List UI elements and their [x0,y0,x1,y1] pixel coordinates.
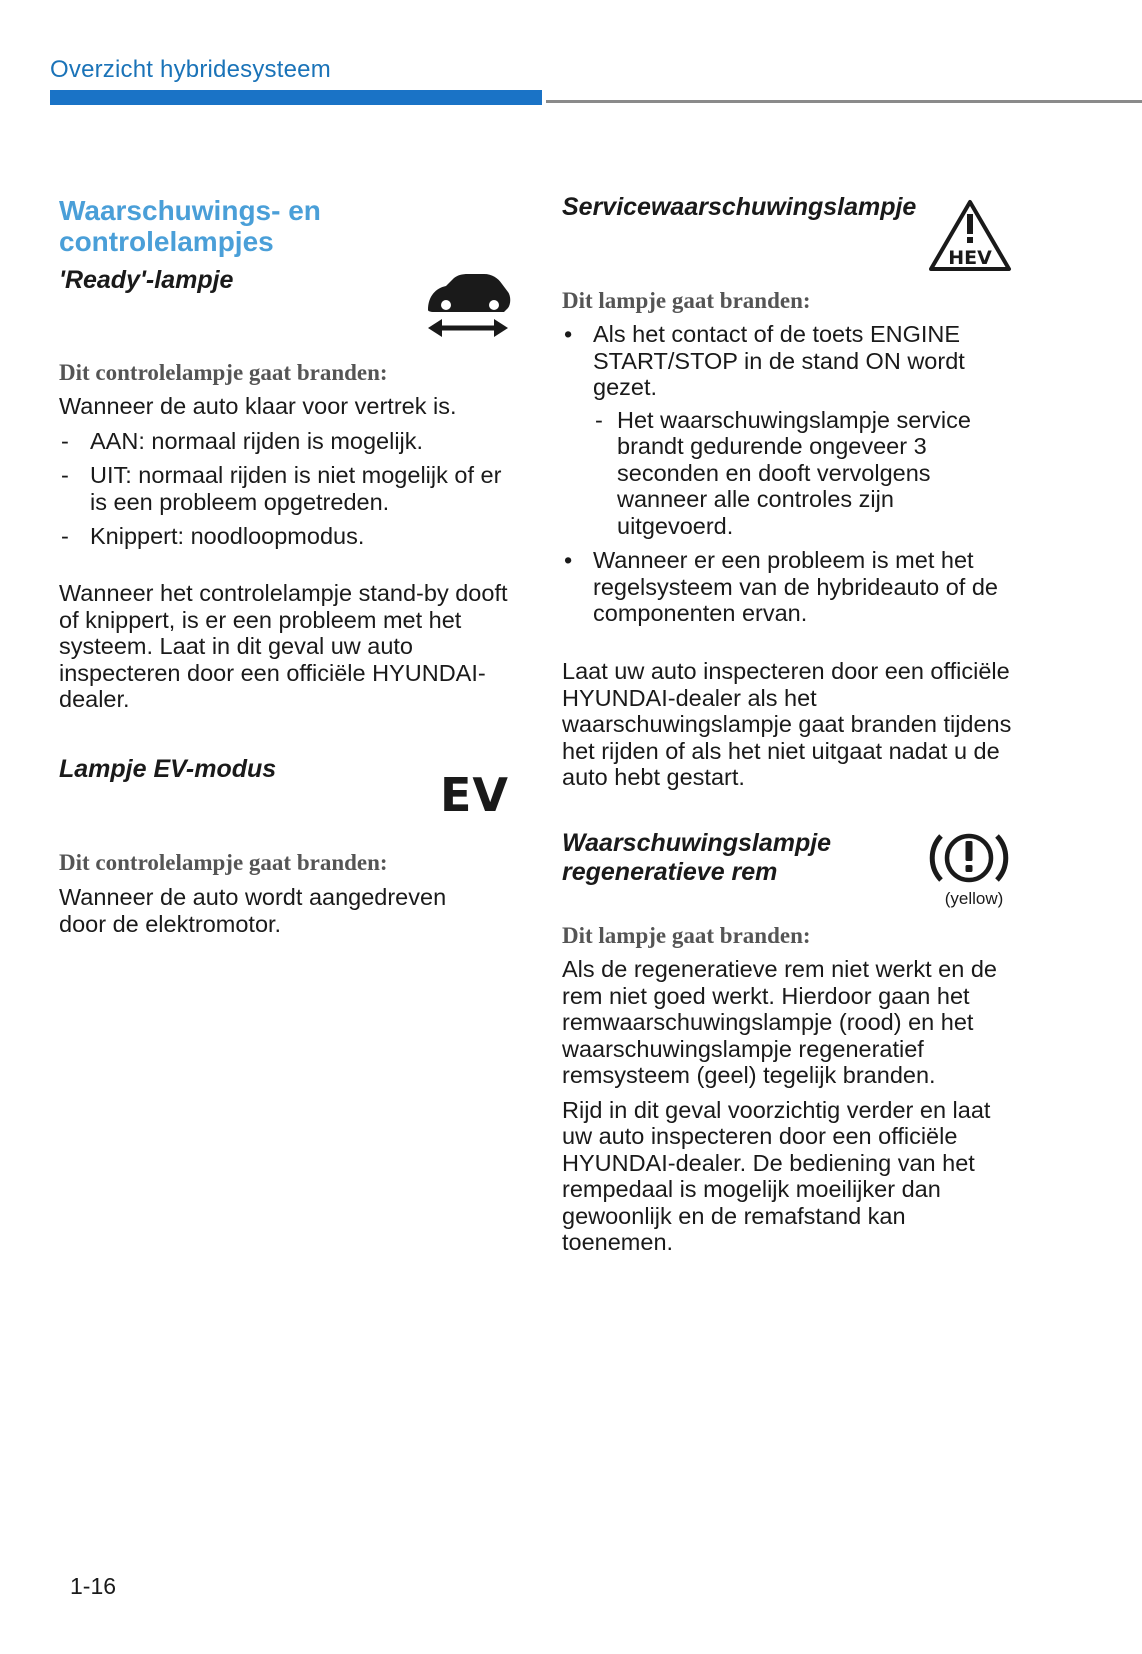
list-item: - Het waarschuwingslampje service brandt gedurende ongeveer 3 seconden en dooft vervolgens wanneer alle controles zijn uitgevoerd. [593,407,1012,540]
ready-lamp-body [59,393,519,558]
service-lamp-heading: Dit lampje gaat branden: [562,288,811,313]
ready-lamp-states [59,428,519,550]
regen-brake-paragraph-1: Als de regeneratieve rem niet werkt en de rem niet goed werkt. Hierdoor gaan het remwaarschuwingslampje (rood) en het waarschuwingslampje regeneratief remsysteem (geel) tegelijk branden. [562,956,997,1088]
ev-lamp-subtitle: Lampje EV-modus [59,755,277,783]
list-item: • Wanneer er een probleem is met het regelsysteem van de hybrideauto of de componenten ervan. [562,547,1012,627]
hev-warning-triangle-icon [927,198,1013,274]
section-title: Waarschuwings- en controlelampjes [59,195,321,257]
service-lamp-conditions [562,321,1012,635]
list-item: - AAN: normaal rijden is mogelijk. [59,428,519,455]
page-number: 1-16 [70,1573,117,1599]
ev-lamp-text: Wanneer de auto wordt aangedreven door de elektromotor. [59,884,447,937]
ready-car-icon [424,274,512,342]
regen-brake-paragraph-2: Rijd in dit geval voorzichtig verder en laat uw auto inspecteren door een officiële HYUNDAI-dealer. De bediening van het rempedaal is mogelijk moeilijker dan gewoonlijk en de remafstand kan toenemen. [562,1096,991,1255]
brake-warning-icon [929,828,1009,890]
service-lamp-paragraph: Laat uw auto inspecteren door een officiële HYUNDAI-dealer als het waarschuwingslampje gaat branden tijdens het rijden of als het niet uitgaat nadat u de auto hebt gestart. [562,658,1012,790]
ready-lamp-subtitle: 'Ready'-lampje [59,266,234,294]
list-item: • Als het contact of de toets ENGINE START/STOP in de stand ON wordt gezet. - Het waarschuwingslampje service brandt gedurende ongeveer 3 seconden en dooft vervolgens wanneer alle controles zijn uitgevoerd. [562,321,1012,539]
regen-brake-subtitle: Waarschuwingslampje regeneratieve rem [562,829,832,886]
regen-brake-heading: Dit lampje gaat branden: [562,923,811,948]
service-lamp-subtitle: Servicewaarschuwingslampje [562,193,917,221]
header-accent-bar [50,90,542,105]
ready-lamp-paragraph: Wanneer het controlelampje stand-by dooft of knippert, is er een probleem met het systeem. Laat in dit geval uw auto inspecteren door een officiële HYUNDAI-dealer. [59,580,508,712]
list-item: - UIT: normaal rijden is niet mogelijk of er is een probleem opgetreden. [59,462,519,515]
ev-mode-icon: EV [440,768,510,822]
ready-lamp-intro: Wanneer de auto klaar voor vertrek is. [59,393,457,419]
hev-label: HEV [948,247,992,269]
running-header: Overzicht hybridesysteem [50,56,331,83]
ev-lamp-heading: Dit controlelampje gaat branden: [59,850,388,875]
ready-lamp-heading: Dit controlelampje gaat branden: [59,360,388,385]
header-rule [546,100,1142,103]
list-item: - Knippert: noodloopmodus. [59,523,519,550]
regen-brake-body [562,956,1022,1256]
brake-icon-color-label: (yellow) [944,889,1004,908]
